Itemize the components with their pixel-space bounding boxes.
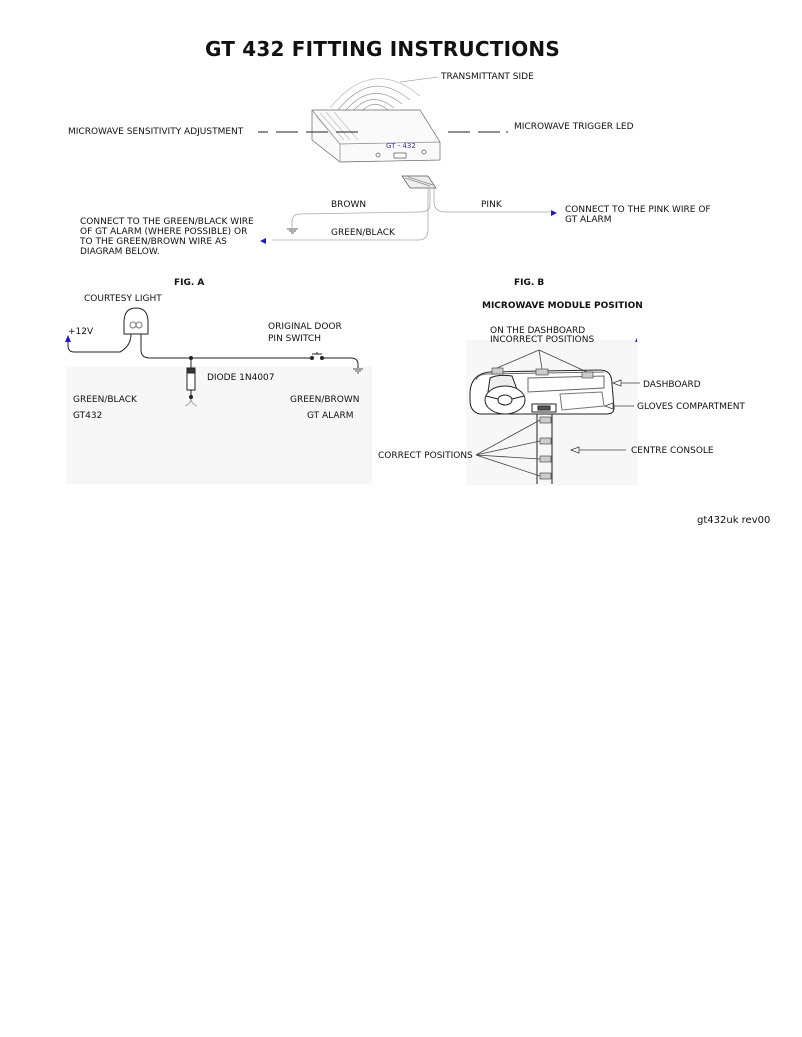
pink-instruction: CONNECT TO THE PINK WIRE OF GT ALARM [565, 205, 711, 225]
wire-green-black-label: GREEN/BLACK [331, 228, 395, 238]
correct-positions-label: CORRECT POSITIONS [378, 451, 473, 461]
fig-b-subtitle: MICROWAVE MODULE POSITION [482, 301, 643, 311]
green-instruction: CONNECT TO THE GREEN/BLACK WIRE OF GT ALARM (WHERE POSSIBLE) OR TO THE GREEN/BROWN WIRE AS DIAGRAM BELOW. [80, 217, 254, 257]
module-wires [272, 188, 550, 240]
dashboard-label: DASHBOARD [643, 380, 701, 390]
device-label: GT - 432 [386, 142, 416, 150]
wire-pink-label: PINK [481, 200, 502, 210]
incorrect-positions-line2: INCORRECT POSITIONS [490, 335, 595, 345]
centre-console-label: CENTRE CONSOLE [631, 446, 714, 456]
gt-alarm-label: GT ALARM [307, 411, 354, 421]
green-black-label: GREEN/BLACK [73, 395, 137, 405]
transmittant-side-label: TRANSMITTANT SIDE [441, 72, 534, 82]
plus12v-label: +12V [68, 327, 94, 337]
pink-arrow-icon [551, 210, 557, 216]
gloves-compartment-label: GLOVES COMPARTMENT [637, 402, 745, 412]
page-title: GT 432 FITTING INSTRUCTIONS [205, 37, 560, 61]
wire-brown-label: BROWN [331, 200, 367, 210]
diode-label: DIODE 1N4007 [207, 373, 275, 383]
green-black-arrow-icon [260, 238, 266, 244]
ground-symbol [287, 229, 298, 233]
footer-revision: gt432uk rev00 [697, 515, 771, 526]
door-switch-label-line1: ORIGINAL DOOR [268, 322, 342, 332]
door-switch-label-line2: PIN SWITCH [268, 334, 321, 344]
fig-a-background [66, 366, 372, 484]
incorrect-positions-line1: ON THE DASHBOARD [490, 326, 586, 336]
gt432-label: GT432 [73, 411, 103, 421]
fig-a-title: FIG. A [174, 278, 205, 288]
courtesy-light-label: COURTESY LIGHT [84, 294, 162, 304]
green-brown-label: GREEN/BROWN [290, 395, 360, 405]
module-illustration [312, 77, 440, 188]
trigger-led-label: MICROWAVE TRIGGER LED [514, 122, 634, 132]
sensitivity-adjustment-label: MICROWAVE SENSITIVITY ADJUSTMENT [68, 127, 244, 137]
fig-b-title: FIG. B [514, 278, 545, 288]
